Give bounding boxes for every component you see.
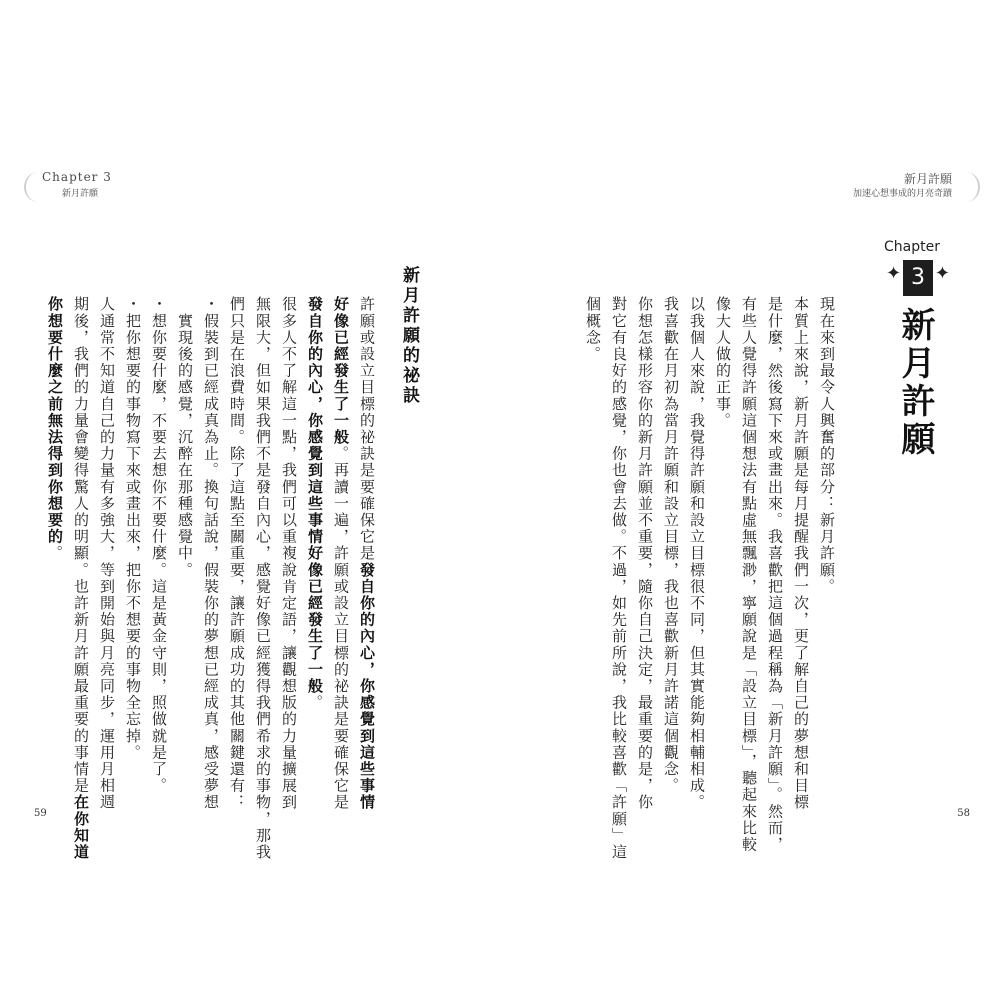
bullet-item	[198, 296, 224, 811]
text-line: 像大人做的正事。	[714, 296, 732, 429]
bullet-item	[146, 296, 172, 796]
text-run: 實現後的感覺，沉醉在那種感覺中。	[176, 296, 194, 579]
text-line	[354, 296, 380, 811]
text-line: 現在來到最令人興奮的部分：新月許願。	[818, 296, 836, 595]
chapter-title: 新月許願	[895, 307, 935, 459]
right-page-body	[580, 296, 840, 861]
text-line: 本質上來說，新月許願是每月提醒我們一次，更了解自己的夢想和目標	[792, 296, 810, 811]
left-page-body	[46, 296, 380, 861]
text-line	[42, 296, 68, 796]
text-line	[68, 296, 94, 861]
text-run: 很多人不了解這一點，我們可以重複說肯定語，讓觀想版的力量擴展到	[280, 296, 298, 811]
running-header-left-title: Chapter 3	[42, 170, 112, 184]
text-line	[94, 296, 120, 811]
text-run: ・想你要什麼，不要去想你不要什麼。這是黃金守則，照做就是了。	[150, 296, 168, 794]
bold-run: 發自你的內心，你感覺到這些事情好像已經發生了一般	[306, 296, 324, 695]
bold-run: 發自你的內心，你感覺到這些事情	[358, 561, 376, 811]
text-run: 人通常不知道自己的力量有多強大，等到開始與月亮同步，運用月相週	[98, 296, 116, 811]
running-header-right	[810, 170, 980, 202]
sparkle-icon: ✦	[934, 263, 950, 284]
chapter-number-badge	[886, 259, 950, 299]
text-line: 是什麼，然後寫下來或畫出來。我喜歡把這個過程稱為「新月許願」。然而，	[766, 296, 784, 853]
text-run: ・把你想要的事物寫下來或畫出來，把你不想要的事物全忘掉。	[124, 296, 142, 761]
header-swoosh-ornament	[952, 172, 980, 202]
text-line: 個概念。	[584, 296, 602, 363]
text-line	[328, 296, 354, 811]
running-header-left-subtitle: 新月許願	[62, 189, 99, 199]
chapter-number: 3	[903, 260, 933, 296]
running-header-left	[24, 170, 112, 202]
text-run: ・假裝到已經成真為止。換句話說，假裝你的夢想已經成真，感受夢想	[202, 296, 220, 811]
text-run: 無限大，但如果我們不是發自內心，感覺好像已經獲得我們希求的事物，那我	[254, 296, 272, 861]
text-run: 們只是在浪費時間。除了這點至關重要，讓許願成功的其他關鍵還有：	[228, 296, 246, 811]
page-number-left: 59	[34, 808, 47, 819]
bullet-item-continuation	[172, 296, 198, 796]
text-line	[224, 296, 250, 811]
bold-run: 你想要什麼之前無法得到你想要的	[46, 296, 64, 545]
text-line: 你想怎樣形容你的新月許願並不重要，隨你自己決定，最重要的是，你	[636, 296, 654, 811]
text-line: 我喜歡在月初為當月許願和設立目標，我也喜歡新月許諾這個觀念。	[662, 296, 680, 794]
bold-run: 在你知道	[72, 794, 90, 861]
text-run: 。再讀一遍，許願或設立目標的祕訣是要確保它是	[332, 445, 350, 811]
bullet-item	[120, 296, 146, 796]
sparkle-icon: ✦	[886, 263, 902, 284]
text-line: 以我個人來說，我覺得許願和設立目標很不同，但其實能夠相輔相成。	[688, 296, 706, 811]
text-line	[250, 296, 276, 861]
text-line	[302, 296, 328, 796]
running-header-right-subtitle: 加速心想事成的月亮奇蹟	[852, 189, 952, 199]
text-run: 許願或設立目標的祕訣是要確保它是	[358, 296, 376, 562]
bold-run: 好像已經發生了一般	[332, 296, 350, 446]
text-run: 。	[46, 545, 64, 562]
text-line: 有些人覺得許願這個想法有點虛無飄渺，寧願說是「設立目標」，聽起來比較	[740, 296, 758, 853]
text-run: 。	[306, 694, 324, 712]
text-line: 對它有良好的感覺，你也會去做。不過，如先前所說，我比較喜歡「許願」這	[610, 296, 628, 861]
text-line	[276, 296, 302, 811]
text-run: 期後，我們的力量會變得驚人的明顯。也許新月許願最重要的事情是	[72, 296, 90, 794]
chapter-label: Chapter	[884, 239, 940, 255]
section-heading: 新月許願的祕訣	[399, 266, 419, 406]
page-number-right: 58	[957, 808, 970, 819]
running-header-right-title: 新月許願	[903, 172, 952, 186]
